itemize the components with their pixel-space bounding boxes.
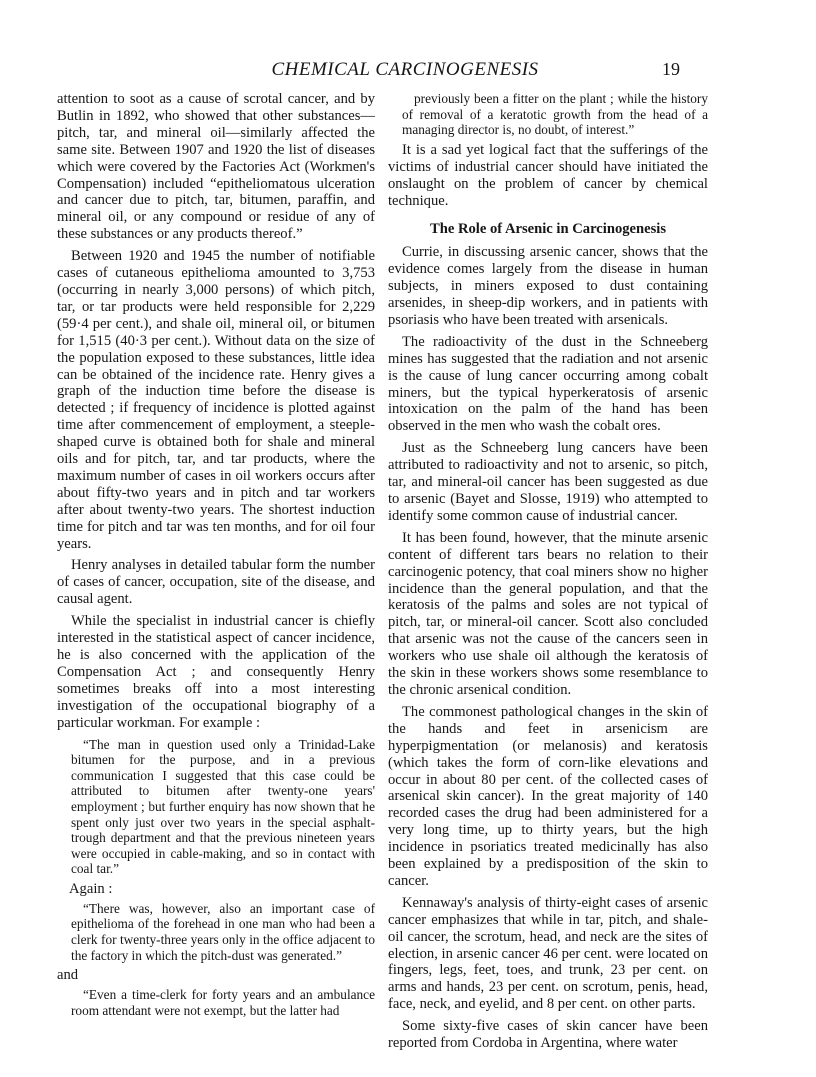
paragraph: The commonest pathological changes in the skin of the hands and feet in arsenicism are hyperpigmentation (or melanosis) and keratosis (which takes the form of corn-like elevations and occur in about 80 per cent. of the collected cases of arsenical skin cancer). In the great majority of 140 recorded cases the drug had been administered for a very long time, up to thirty years, but the high incidence in psoriatics treated medicinally has also been explained by a predisposition of the skin to cancer.	[388, 703, 708, 889]
paragraph: Between 1920 and 1945 the number of notifiable cases of cutaneous epithelioma amounted to 3,753 (occurring in nearly 3,000 persons) of which pitch, tar, or tar products were held responsible for 2,229 (59·4 per cent.), and shale oil, mineral oil, or bitumen for 1,515 (40·3 per cent.). Without data on the size of the population exposed to these substances, little idea can be obtained of the incidence rate. Henry gives a graph of the induction time before the disease is detected ; if frequency of incidence is plotted against time after commencement of employment, a steeple-shaped curve is obtained both for shale and mineral oils and for pitch, tar, and tar products, where the maximum number of cases in oil workers occurs after about fifty-two years and in pitch and tar workers after about twenty-two years. The shortest induction time for pitch and tar was ten months, and for oil four years.	[57, 248, 375, 552]
paragraph: Currie, in discussing arsenic cancer, shows that the evidence comes largely from the disease in human subjects, in miners exposed to dust containing arsenides, in sheep-dip workers, and in patients with psoriasis who have been treated with arsenicals.	[388, 244, 708, 328]
left-column	[57, 91, 375, 1022]
paragraph: attention to soot as a cause of scrotal cancer, and by Butlin in 1892, who showed that other substances—pitch, tar, and mineral oil—similarly affected the same site. Between 1907 and 1920 the list of diseases which were covered by the Factories Act (Workmen's Compensation) included “epitheliomatous ulceration and cancer due to pitch, tar, bitumen, paraffin, and mineral oil, or any compound or residue of any of these substances or any products thereof.”	[57, 91, 375, 243]
block-quote: “Even a time-clerk for forty years and an ambulance room attendant were not exempt, but the latter had	[71, 987, 375, 1018]
paragraph: It is a sad yet logical fact that the sufferings of the victims of industrial cancer should have initiated the onslaught on the problem of cancer by chemical technique.	[388, 141, 708, 209]
right-column	[388, 91, 708, 1057]
paragraph: The radioactivity of the dust in the Schneeberg mines has suggested that the radiation and not arsenic is the cause of lung cancer occurring among cobalt miners, but the typical hyperkeratosis of arsenic intoxication on the palm of the hand has been observed in the men who wash the cobalt ores.	[388, 333, 708, 435]
paragraph: Henry analyses in detailed tabular form the number of cases of cancer, occupation, site of the disease, and causal agent.	[57, 557, 375, 608]
lead-in-text: and	[57, 967, 79, 984]
block-quote: previously been a fitter on the plant ; while the history of removal of a keratotic growth from the head of a managing director is, no doubt, of interest.”	[402, 91, 708, 138]
page-number: 19	[662, 59, 680, 79]
paragraph: Just as the Schneeberg lung cancers have been attributed to radioactivity and not to arsenic, so pitch, tar, and mineral-oil cancer has been suggested as due to arsenic (Bayet and Slosse, 1919) who attempted to identify some common cause of industrial cancer.	[388, 440, 708, 524]
paragraph: Some sixty-five cases of skin cancer have been reported from Cordoba in Argentina, where water	[388, 1018, 708, 1052]
paragraph: Kennaway's analysis of thirty-eight cases of arsenic cancer emphasizes that while in tar, pitch, and shale-oil cancer, the scrotum, head, and neck are the sites of election, in arsenic cancer 46 per cent. were located on fingers, legs, feet, toes, and trunk, 23 per cent. on arms and hands, 23 per cent. on scrotum, penis, head, face, neck, and eyelid, and 8 per cent. on other parts.	[388, 894, 708, 1013]
running-title: CHEMICAL CARCINOGENESIS	[271, 59, 539, 80]
paragraph: While the specialist in industrial cancer is chiefly interested in the statistical aspect of cancer incidence, he is also concerned with the application of the Compensation Act ; and consequently Henry sometimes breaks off into a most interesting investigation of the occupational biography of a particular workman. For example :	[57, 613, 375, 731]
block-quote: “There was, however, also an important case of epithelioma of the forehead in one man who had been a clerk for twenty-three years only in the office adjacent to the factory in which the pitch-dust was generated.”	[71, 900, 375, 963]
paragraph: It has been found, however, that the minute arsenic content of different tars bears no relation to their carcinogenic potency, that coal miners show no higher incidence than the general population, and that the keratosis of the palms and soles are not typical of pitch, tar, or mineral-oil cancer. Scott also concluded that arsenic was not the cause of the cancers seen in workers who use shale oil although the keratosis of the skin in these workers shows some resemblance to the chronic arsenical condition.	[388, 529, 708, 698]
block-quote: “The man in question used only a Trinidad-Lake bitumen for the purpose, and in a previous communication I suggested that this case could be attributed to bitumen after twenty-one years' employment ; but further enquiry has now shown that he spent only just over two years in the special asphalt-trough department and that the previous nineteen years were occupied in cable-making, and so in contact with coal tar.”	[71, 736, 375, 877]
section-heading: The Role of Arsenic in Carcinogenesis	[429, 221, 667, 238]
lead-in-text: Again :	[69, 880, 113, 897]
